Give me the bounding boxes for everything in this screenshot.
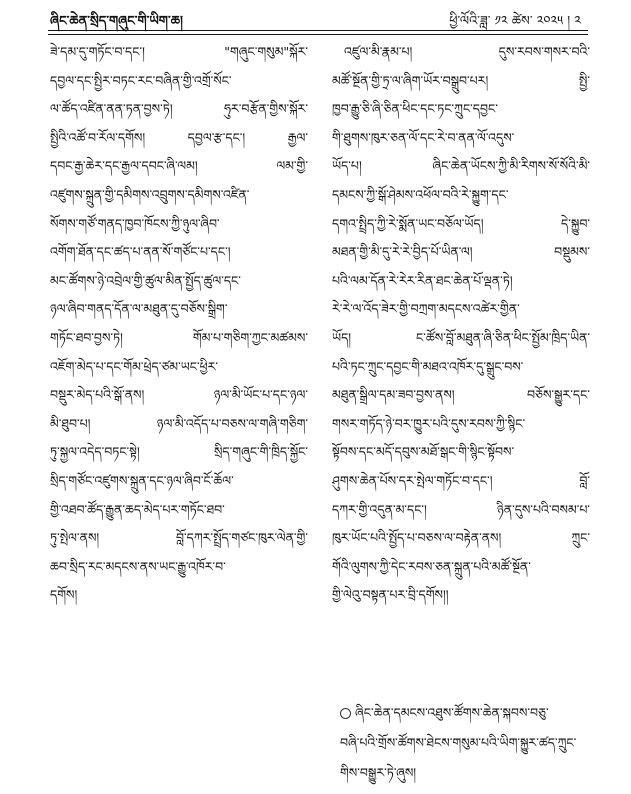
text-line: མི་ཐུབ་པ། ཉལ་མི་འདོད་པ་བཅས་ལ་གཞི་གཅིག་ (50, 415, 308, 431)
left-column (50, 38, 308, 610)
text-line: གཏོང་ཐབ་བྱས་ཏེ། གོམ་པ་གཅིག་ཀྱང་མཚམས་ (50, 329, 308, 345)
text-line: ཟེ་དམ་དུ་གཏོང་བ་དང་། "གཞུང་གསུམ"སྐོར་ (50, 44, 308, 59)
text-line: བསྡུར་མེད་པའི་སྒོ་ནས། ཉལ་མི་ཡོང་པ་དང་ཉལ་ (50, 387, 308, 403)
text-line: ཤུགས་ཆེན་པོས་དར་སྤེལ་གཏོང་བ་དང་། བློ་ (332, 472, 590, 488)
text-line: དཀར་གྱི་འདུན་མ་དང་། ཉིན་དུས་པའི་བསམ་པ་ (332, 501, 590, 517)
text-line: དགོས། (50, 587, 78, 603)
text-line: མཐན་གྱི་མི་དུ་རེ་རེ་བྱིད་པོ་ཡིན་ལ། བསྡུམས་ (332, 244, 590, 260)
text-line: ཁུར་ཡོང་པའི་སྤྱོད་པ་བཅས་ལ་བརྟེན་ནས། ཀྲུང་ (332, 530, 590, 546)
text-line: འགོག་ཐོན་དང་ཚད་པ་ནན་སོ་གཙོང་པ་དང་། (50, 244, 231, 260)
text-line: ཡོད། ང་ཚོས་བློ་མཐུན་ཞི་ཅིན་ཕིང་སྤྱོམ་ཁྲིད་ཡིན་ (332, 329, 590, 345)
text-line: ཡོད་པ། ཞིང་ཆེན་ཡོངས་ཀྱི་མི་རིགས་སོ་སོའི་མི་ (332, 158, 590, 174)
text-line: པའི་ཏང་ཀྲུང་དབྱང་གི་མཐའ་འཁོར་དུ་སྒྲུང་བས་ (332, 358, 524, 374)
text-line: གསར་གཏོད་ཉེ་བར་ཁྱུར་པའི་དུས་རབས་ཀྱི་སྙིང་ (332, 415, 526, 431)
text-line: མཐུན་སྒྲིལ་དམ་ཟབ་བྱས་ནས། བཅོས་སྒྱུར་དང་ (332, 387, 590, 403)
text-line: ལ་ཚོད་འཛིན་ནན་ཏན་བྱས་ཏེ། ཧུར་བརྩོན་གྱིས་སྐོར་ (50, 101, 308, 117)
text-line: གི་ཐུགས་ཁུར་ཅན་ལོ་དང་རེ་བ་ནན་ལོ་འདུས་ (332, 129, 515, 145)
text-line: ཉལ་ཞིབ་གནད་དོན་ལ་མཐུན་དུ་བཅོས་སྒྲིག་ (50, 301, 228, 317)
text-line: རེ་རེ་ལ་འོད་ཟེར་གྱི་བཀྲག་མདངས་འཚེར་གྱིན་ (332, 301, 520, 317)
text-line: དམངས་ཀྱི་སྒོ་ཤེམས་འཕོལ་བའི་རེ་སྐྱུག་དང་ (332, 186, 509, 202)
text-line: མང་ཚོགས་ཉེ་འབྲེལ་གྱི་ཚུལ་མིན་སྤྱོད་ཚུལ་དང་ (50, 272, 241, 288)
text-line: གྱི་ལེའུ་བསྟན་པར་བྲི་དགོས།། (332, 587, 449, 603)
text-line: སྟོབས་དང་མདོ་དབུས་མཐོ་སྒང་གི་སྙིང་སྟོབས་ (332, 444, 515, 460)
text-line: སོགས་གཙོ་གནད་ཁྱབ་ཁོངས་ཀྱི་ཉུལ་ཞིབ་ (50, 215, 220, 231)
text-line: མཚོ་སྔོན་གྱི་ཏྲ་ལ་ཞིག་ཡོར་བསྒྲུབ་པར། སྤྱི་ (332, 72, 590, 88)
text-line: དབང་རྒྱ་ཆེར་དང་རྒྱལ་དབང་ཞི་ལམ། ལམ་གྱི་ (50, 158, 308, 174)
header-title: ཞིང་ཆེན་སྲིད་གཞུང་གི་ཡིག་ཆ། (50, 14, 183, 29)
circle-marker-icon (340, 708, 351, 719)
text-line: ཏུ་སྤེལ་ནས། བློ་དཀར་སྤྲོད་གཙང་ཁུར་ལེན་གྱི་ (50, 530, 308, 546)
text-line: འཛུལ་མི་རྣམ་པ། དུས་རབས་གསར་བའི་ (344, 44, 590, 59)
colophon-line: གིས་བསྒྱུར་ཏེ་ཞུས། (340, 765, 417, 780)
text-line: པའི་ལམ་དོན་རེ་རེར་རིན་ཐང་ཆེན་པོ་ལྡན་ཏེ། (332, 272, 513, 288)
header-rule-bottom (48, 34, 588, 35)
text-line: གྱི་འཐབ་ཚོད་རྒྱུན་ཆད་མེད་པར་གཏོང་ཐབ་ (50, 501, 225, 517)
colophon-text: ཞིང་ཆེན་དམངས་འཐུས་ཚོགས་ཆེན་སྐབས་བཅུ་ (355, 705, 549, 720)
text-line: ཏུ་སྐྱལ་འདེད་བཏང་སྟེ། སྲིད་གཞུང་གི་ཁྲིད་སྐྱོང་ (50, 444, 308, 460)
text-line: འཛུགས་སྐྲུན་གྱི་དམིགས་འབྲུགས་དམིགས་འཛིན་ (50, 186, 250, 202)
text-line: སྲིད་གཙོང་འཛུགས་སྐྲུན་དང་ཉལ་ཞིབ་ངོ་ཆོལ་ (50, 472, 234, 488)
colophon (340, 698, 590, 788)
text-line: ཆབ་སྲིད་རང་མདངས་ནས་ཡང་རྒྱུ་འཁོར་བ་ (50, 558, 226, 574)
header-rule-top (48, 30, 588, 31)
text-line: ཁྱབ་རྒྱུ་ཅི་ཞི་ཅིན་ཕིང་དང་ཏང་ཀྲུང་དབྱང་ (332, 101, 498, 117)
text-line: སྤྱིའི་འཚོ་བ་རོལ་དགོས། དབྱལ་རྩ་དང་། རྒྱལ་ (50, 129, 308, 145)
text-line: གོའི་ལུགས་ཀྱི་དེང་རབས་ཅན་སྐྲུན་པའི་མཚོ་སྔོན་ (332, 558, 531, 574)
text-line: འཇོག་མེད་པ་དང་གོམ་ཕྲེད་ཙམ་ཡང་ཕྱིར་ (50, 358, 219, 374)
header-date: ཕྱི་ལོའི་ཟླ་ ༡༢ ཚེས་ ༢༠༢༥ ། ༢ (449, 14, 581, 29)
colophon-line (340, 698, 590, 728)
text-line: དགའ་སྤྲིད་ཀྱི་རེ་སྨོན་ཡང་བཅོལ་ཡོད། དེ་སྐྱུབ་ (332, 215, 590, 231)
colophon-line: བཞི་པའི་གྲོས་ཚོགས་ཐེངས་གསུམ་པའི་ཡིག་སྐྱུར་ཚད་ཀྲུང་ (340, 735, 577, 750)
right-column (332, 38, 590, 610)
text-line: དབྱལ་དང་སྤྱིར་བཏང་རང་བཞིན་གྱི་འགྲོ་སོང་ (50, 72, 232, 88)
